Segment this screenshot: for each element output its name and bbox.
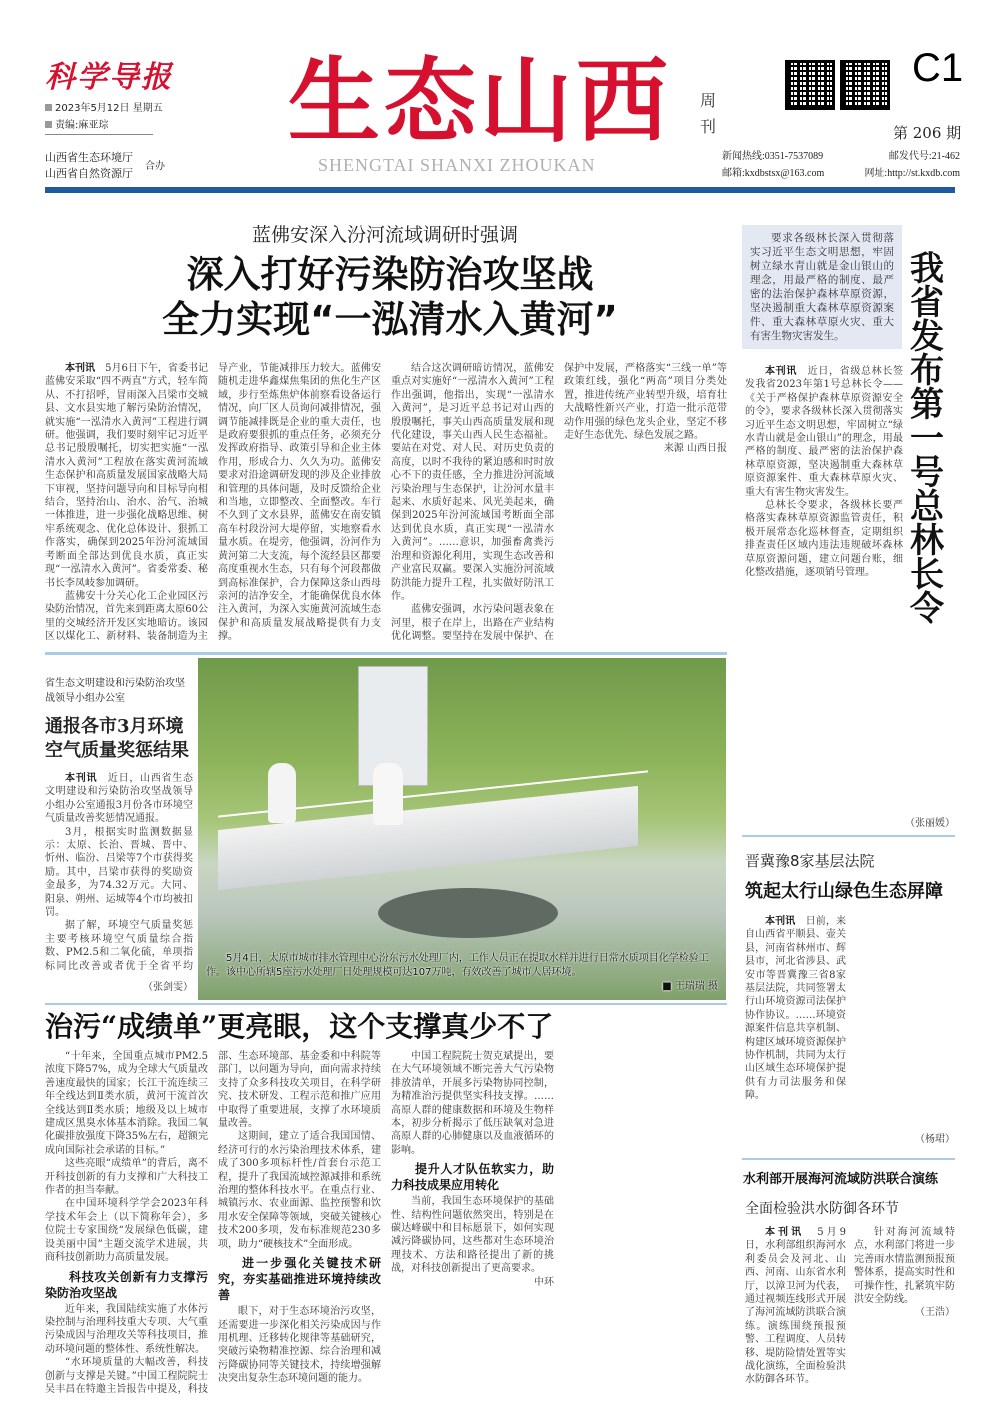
paragraph: 近日，省级总林长签发我省2023年第1号总林长令——《关于严格保护森林草原资源安全的令》，要求各级林长深入贯彻落实习近平生态文明思想，牢固树立“绿水青山就是金山银山”的理念，用最严格的制度、最严密的法治保护森林草原资源，坚决遏制重大森林草原资源案件、重大森林草原火灾、重大有害生物灾害发生。 xyxy=(745,366,904,498)
feature-headline: 治污“成绩单”更亮眼，这个支撑真少不了 xyxy=(45,1010,554,1043)
feature-article-body xyxy=(45,1050,727,1400)
court-kicker: 晋冀豫8家基层法院 xyxy=(745,852,875,870)
headline-spacer xyxy=(903,365,955,645)
court-author: （杨珺） xyxy=(915,1134,955,1145)
page-number: C1 xyxy=(912,46,964,90)
photo-tank xyxy=(378,888,558,938)
issue-number: 第 206 期 xyxy=(893,124,962,142)
paragraph: 这期间，建立了适合我国国情、经济可行的水污染治理技术体系，建成了300多项标杆性/首套台示范工程，提升了我国流域控源减排和系统治理的整体科技水平。在重点行业、城镇污水、农业面源、监控预警和饮用水安全保障等领域，突破关键核心技术200多项，发布标准规范230多项，助力“硬核技术”全面形成。 xyxy=(218,1131,381,1250)
paragraph: 据了解，环境空气质量奖惩主要考核环境空气质量综合指数、PM2.5和二氧化硫，单项指标同比改善或者优于全省平均 xyxy=(45,920,193,972)
lead-tag: 本刊讯 xyxy=(65,773,98,784)
photo-credit: ■ 王瑞瑞 摄 xyxy=(662,981,718,992)
lead-tag: 本刊讯 xyxy=(765,366,797,377)
court-article-body xyxy=(745,915,955,1120)
organizers xyxy=(45,150,133,182)
hotline: 新闻热线:0351-7537089 xyxy=(722,151,824,162)
paragraph: 中国工程院院士贺克斌提出，要在大气环境领域不断完善大气污染物排放清单，开展多污染物协同控制，为精准治污提供坚实科技支撑。……高原人群的健康数据和环境及生物样本，初步分析揭示了低压缺氧对急进高原人群的心肺健康以及血液循环的影响。 xyxy=(391,1051,554,1156)
paragraph: 总林长令要求，各级林长要严格落实森林草原资源监管责任，积极开展常态化巡林督查，定期组织排查责任区域内违法违规破坏森林草原资源问题，建立问题台账，细化整改措施，逐项销号管理。 xyxy=(745,500,903,579)
editor-line xyxy=(45,116,108,131)
feature-subhead-2: 进一步强化关键技术研究，夯实基础推进环境持续改善 xyxy=(218,1256,381,1303)
flood-headline: 水利部开展海河流域防洪联合演练 xyxy=(743,1172,939,1187)
title-pinyin: SHENGTAI SHANXI ZHOUKAN xyxy=(318,155,596,175)
organizer-2: 山西省自然资源厅 xyxy=(45,167,133,180)
forest-article-body xyxy=(745,365,955,805)
section-divider xyxy=(742,835,955,837)
forest-headline: 我省发布第一号总林长令 xyxy=(910,249,944,629)
forest-author: （张丽媛） xyxy=(905,818,955,829)
postal-code: 邮发代号:21-462 xyxy=(888,151,960,162)
paragraph: 5月9日，水利部组织海河水利委员会及河北、山西、河南、山东省水利厅，以漳卫河为代表，通过视频连线形式开展了海河流域防洪联合演练。演练围绕预报预警、工程调度、人员转移、堤防险情处置等实战化演练，全面检验洪水防御各环节。 xyxy=(745,1227,847,1386)
organizer-1: 山西省生态环境厅 xyxy=(45,151,133,164)
lead-headline xyxy=(45,252,735,342)
website[interactable]: 网址:http://st.kxdb.com xyxy=(864,168,960,179)
paragraph: “水环境质量的大幅改善，科技创新与支撑是关键。”中国工程院院士吴丰昌在特邀主旨报告中提及，科技部、生态环境部、基金委和中科院等部门，以问题为导向，面向需求持续支持了众多科技攻关项目，在科学研究、技术研发、工程示范和推广应用中取得了重要进展，支撑了水环境质量改善。 xyxy=(45,1051,381,1395)
forest-summary: 要求各级林长深入贯彻落实习近平生态文明思想，牢固树立绿水青山就是金山银山的理念，用最严格的制度、最严密的法治保护森林草原资源，坚决遏制重大森林草原资源案件、重大森林草原火灾、重大有害生物灾害发生。 xyxy=(750,232,894,342)
photo-caption xyxy=(198,952,726,994)
flood-article-body xyxy=(745,1226,955,1406)
masthead-divider xyxy=(45,134,153,135)
lead-headline-line-1: 深入打好污染防治攻坚战 xyxy=(186,253,594,296)
caption-text: 5月4日，太原市城市排水管理中心汾东污水处理厂内，工作人员正在提取水样并进行日常水质项目化学检验工作。该中心所辖5座污水处理厂日处理规模可达107万吨，有效改善了城市人居环境。 xyxy=(206,953,709,978)
newspaper-title: 生态山西 xyxy=(288,47,673,155)
paragraph: 近日，山西省生态文明建设和污染防治攻坚战领导小组办公室通报3月份各市环境空气质量改善奖惩情况通报。 xyxy=(45,773,193,825)
section-divider xyxy=(742,1158,955,1160)
contact-info xyxy=(722,148,960,182)
qr-code-2 xyxy=(840,60,890,110)
air-article-body xyxy=(45,772,193,972)
paragraph: 眼下，对于生态环境治污攻坚，还需要进一步深化相关污染成因与作用机理、迁移转化规律等基础研究，突破污染物精准控源、综合治理和减污降碳协同等关键技术，持续增强解决突出复杂生态环境问题的能力。 xyxy=(218,1306,381,1385)
paragraph: 3月，根据实时监测数据显示：太原、长治、晋城、晋中、忻州、临汾、吕梁等7个市获得奖励。其中，吕梁市获得的奖励资金最多，为74.32万元。大同、阳泉、朔州、运城等4个市均被扣罚。 xyxy=(45,826,193,919)
photo-worker-2 xyxy=(373,763,403,825)
paragraph: 结合这次调研暗访情况，蓝佛安重点对实施好“一泓清水入黄河”工程作出强调，他指出，实现“一泓清水入黄河”，是习近平总书记对山西的殷殷嘱托，事关山西高质量发展和现代化建设，事关山西人民生态福祉。要站在对党、对人民、对历史负责的高度，以时不我待的紧迫感和时时放心不下的责任感，全力推进汾河流域污染治理与生态保护，让汾河水量丰起来、水质好起来、风光美起来，确保到2025年汾河流域国考断面全部达到优良水质，真正实现“一泓清水入黄河”。……意识，加强畜禽粪污治理和资源化利用，实现生态改善和产业富民双赢。要深入实施汾河流域防洪能力提升工程，扎实做好防汛工作。 xyxy=(391,363,554,602)
paper-logo: 科学导报 xyxy=(45,60,173,95)
issue-date xyxy=(45,99,163,114)
paragraph: 针对海河流域特点，水利部门将进一步完善雨水情监测预报预警体系，提高实时性和可操作性，扎紧筑牢防洪安全防线。 xyxy=(854,1227,955,1306)
lead-tag: 本刊讯 xyxy=(765,1227,805,1238)
organizers-suffix: 合办 xyxy=(145,161,165,172)
feature-author: 中环 xyxy=(534,1276,554,1288)
air-headline: 通报各市3月环境空气质量奖惩结果 xyxy=(45,716,189,761)
flood-subheadline: 全面检验洪水防御各环节 xyxy=(745,1201,899,1217)
feature-subhead-3: 提升人才队伍软实力，助力科技成果应用转化 xyxy=(391,1162,554,1193)
paragraph: 5月6日下午，省委书记蓝佛安采取“四不两直”方式，轻车简从、不打招呼，冒雨深入吕梁市交城县、文水县实地了解污染防治情况，就实施“一泓清水入黄河”工程进行调研。他强调，我们要时刻牢记习近平总书记殷殷嘱托，切实把实施“一泓清水入黄河”工程放在落实黄河流域生态保护和高质量发展国家战略大局下审视，坚持问题导向和目标导向相结合，坚持治山、治水、治气、治城一体推进，进一步强化战略思维、树牢系统观念、优化总体设计、狠抓工作落实，确保到2025年汾河流域国考断面全部达到优良水质，真正实现“一泓清水入黄河”。省委常委、秘书长李凤岐参加调研。 xyxy=(45,363,209,589)
court-headline: 筑起太行山绿色生态屏障 xyxy=(745,881,943,902)
lead-tag: 本刊讯 xyxy=(65,363,96,374)
news-photo xyxy=(198,658,726,1000)
title-suffix: 周刊 xyxy=(700,91,717,136)
feature-subhead-1: 科技攻关创新有力支撑污染防治攻坚战 xyxy=(45,1269,208,1300)
paragraph: 蓝佛安强调，水污染问题表象在河里，根子在岸上，出路在产业结构优化调整。要坚持在发展中保护、在保护中发展，严格落实“三线一单”等政策红线，强化“两高”项目分类处置，推进传统产业转型升级，培育壮大战略性新兴产业，打造一批示范带动作用强的绿色龙头企业，坚定不移走好生态优先、绿色发展之路。 xyxy=(391,363,727,643)
paragraph: “十年来，全国重点城市PM2.5浓度下降57%，成为全球大气质量改善速度最快的国家；长江干流连续三年全线达到Ⅱ类水质，黄河干流首次全线达到Ⅱ类水质；地级及以上城市建成区黑臭水体基本消除。我国二氧化碳排放强度下降35%左右，超额完成向国际社会承诺的目标。” xyxy=(45,1051,208,1156)
qr-code-1 xyxy=(785,60,835,110)
masthead-rule xyxy=(45,187,955,193)
paragraph: 日前，来自山西省平顺县、壶关县，河南省林州市、辉县市，河北省涉县、武安市等晋冀豫三省8家基层法院，共同签署太行山环境资源司法保护协作协议。……环境资源案件信息共享机制、构建区域环境资源保护协作机制，共同为太行山区域生态环境保护提供有力司法服务和保障。 xyxy=(745,916,847,1102)
air-author: （张剑雯） xyxy=(143,982,193,993)
paragraph: 近年来，我国陆续实施了水体污染控制与治理科技重大专项、大气重污染成因与治理攻关等科技项目，推动环境问题的整体性、系统性解决。 xyxy=(45,1303,208,1355)
lead-headline-line-2: 全力实现“一泓清水入黄河” xyxy=(162,298,618,341)
lead-article-body xyxy=(45,362,727,648)
section-divider xyxy=(45,652,727,655)
paragraph: 这些亮眼“成绩单”的背后，离不开科技创新的有力支撑和广大科技工作者的担当奉献。 xyxy=(45,1158,208,1197)
forest-summary-box xyxy=(742,225,902,349)
lead-tag: 本刊讯 xyxy=(765,916,796,927)
flood-author: （王浩） xyxy=(915,1307,955,1319)
lead-source: 来源 山西日报 xyxy=(663,443,727,455)
date-text: 2023年5月12日 星期五 xyxy=(55,103,163,114)
section-divider xyxy=(45,1003,727,1005)
air-kicker: 省生态文明建设和污染防治攻坚战领导小组办公室 xyxy=(45,678,185,704)
lead-kicker: 蓝佛安深入汾河流域调研时强调 xyxy=(251,224,518,246)
paragraph: 蓝佛安十分关心化工企业园区污染防治情况，首先来到距离太原60公里的交城经济开发区实地暗访。该园区以煤化工、新材料、装备制造为主导产业，节能减排压力较大。蓝佛安随机走进华鑫煤焦集团的焦化生产区域，步行至炼焦炉体前察看设备运行情况，向厂区人员询问减排情况，强调节能减排既是企业的重大责任，也是政府要狠抓的重点任务，必须充分发挥政府指导、政策引导和企业主体作用，形成合力、久久为功。蓝佛安要求对沿途调研发现的涉及企业排放和管理的具体问题，及时反馈给企业和当地，立即整改、全面整改。车行不久到了文水县界，蓝佛安在南安镇高车村段汾河大堤停留，实地察看水量水质。在堤旁，他强调，汾河作为黄河第二大支流，每个流经县区都要高度重视水生态，只有每个河段都做到高标准保护，合力保障这条山西母亲河的洁净安全，才能确保优良水体注入黄河，为深入实施黄河流域生态保护和高质量发展战略提供有力支撑。 xyxy=(45,363,381,643)
paragraph: 当前，我国生态环境保护的基础性、结构性问题依然突出，特别是在碳达峰碳中和目标愿景下，如何实现减污降碳协同，这些都对生态环境治理技术、方法和路径提出了新的挑战，对科技创新提出了更高要求。 xyxy=(391,1196,554,1275)
paragraph: 在中国环境科学学会2023年科学技术年会上（以下简称年会），多位院士专家围绕“发展绿色低碳，建设美丽中国”主题交流学术进展，共商科技创新助力高质量发展。 xyxy=(45,1198,208,1264)
photo-worker-1 xyxy=(268,763,296,823)
email[interactable]: 邮箱:kxdbstsx@163.com xyxy=(722,168,825,179)
editor-text: 责编:麻亚琮 xyxy=(55,120,109,131)
